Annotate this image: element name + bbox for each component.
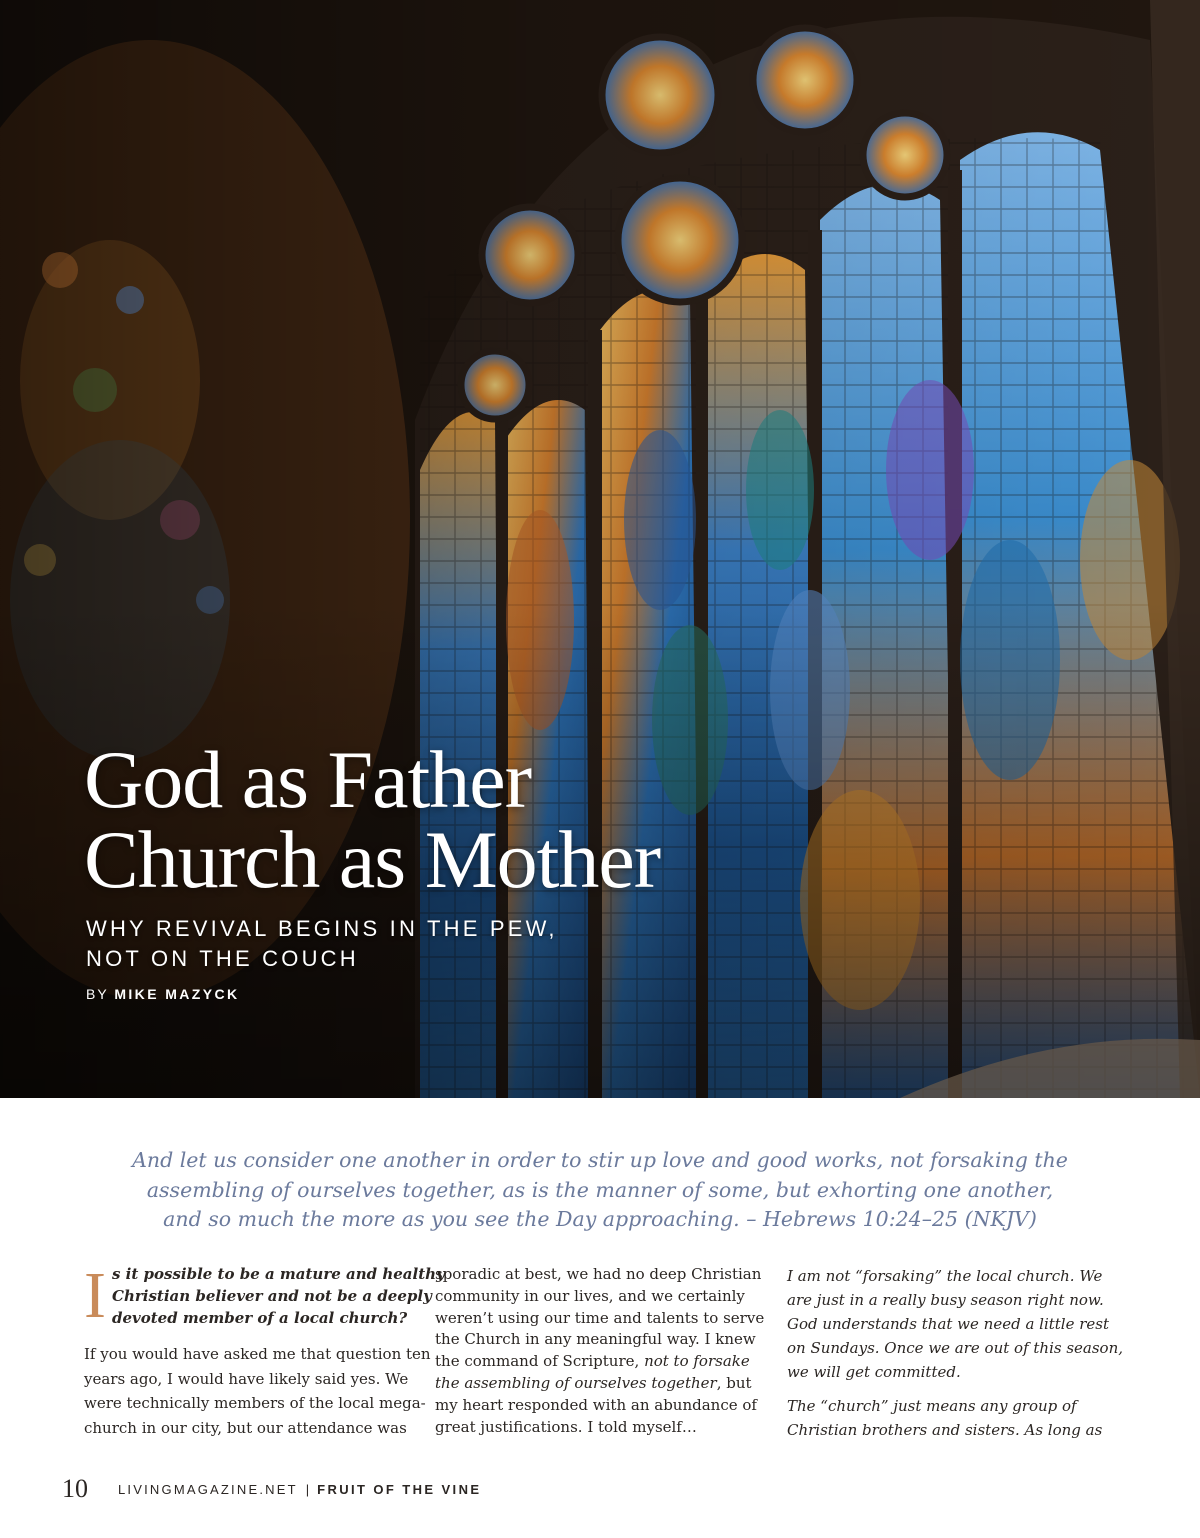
page-number: 10 [62, 1474, 88, 1503]
lead-line: devoted member of a local church? [112, 1308, 408, 1327]
body-line: church in our city, but our attendance was [84, 1418, 407, 1437]
body-line: we will get committed. [787, 1363, 961, 1381]
lead-line: Christian believer and not be a deeply [112, 1286, 432, 1305]
scripture-line: assembling of ourselves together, as is the manner of some, but exhorting one another, [146, 1177, 1054, 1202]
article-subtitle-line: WHY REVIVAL BEGINS IN THE PEW, [86, 916, 558, 941]
byline-prefix: BY [86, 986, 109, 1002]
article-subtitle-line: NOT ON THE COUCH [86, 946, 359, 971]
scripture-line: and so much the more as you see the Day approaching. – Hebrews 10:24–25 (NKJV) [163, 1207, 1037, 1231]
body-line [435, 1351, 761, 1373]
body-paragraph [84, 1342, 431, 1440]
body-line: weren’t using our time and talents to serve [435, 1308, 765, 1327]
scripture-reference-italic: the assembling of ourselves together [435, 1373, 717, 1392]
scripture-line: And let us consider one another in order to stir up love and good works, not forsaking the [132, 1148, 1068, 1172]
lead-question [84, 1259, 445, 1332]
article-title-line: God as Father [84, 734, 532, 825]
body-line: The “church” just means any group of [787, 1397, 1077, 1415]
body-text: , but [716, 1373, 752, 1392]
body-line: the Church in any meaningful way. I knew [435, 1330, 756, 1349]
article-subtitle [86, 914, 646, 974]
body-line: on Sundays. Once we are out of this season, [787, 1339, 1124, 1357]
byline [86, 986, 240, 1002]
body-line: Christian brothers and sisters. As long as [787, 1421, 1103, 1439]
article-title-line: Church as Mother [84, 814, 661, 905]
body-line [435, 1373, 761, 1395]
page-footer [62, 1474, 481, 1504]
site-url: LIVINGMAGAZINE.NET [118, 1481, 298, 1497]
body-column-2 [435, 1264, 765, 1438]
lead-line: s it possible to be a mature and healthy [112, 1265, 445, 1283]
inner-monologue-paragraph [787, 1394, 1113, 1442]
body-line: community in our lives, and we certainly [435, 1286, 745, 1305]
body-line: great justifications. I told myself… [435, 1417, 697, 1436]
article-title [84, 734, 724, 905]
body-line: are just in a really busy season right now. [787, 1291, 1104, 1309]
drop-cap: I [84, 1259, 106, 1332]
body-line: God understands that we need a little rest [787, 1315, 1110, 1333]
body-line: sporadic at best, we had no deep Christian [435, 1265, 762, 1283]
inner-monologue-paragraph [787, 1264, 1124, 1384]
body-line: were technically members of the local mega- [84, 1394, 426, 1413]
body-column-3 [787, 1264, 1124, 1442]
body-line: years ago, I would have likely said yes. We [84, 1369, 409, 1388]
section-name: FRUIT OF THE VINE [317, 1481, 482, 1497]
body-line: I am not “forsaking” the local church. We [787, 1267, 1103, 1285]
scripture-quote [110, 1146, 1090, 1235]
body-line: If you would have asked me that question ten [84, 1345, 431, 1364]
body-text: the command of Scripture, [435, 1352, 645, 1371]
scripture-reference-italic: not to forsake [644, 1352, 750, 1371]
footer-separator: | [305, 1481, 310, 1497]
author-name: MIKE MAZYCK [114, 986, 240, 1002]
body-column-1 [84, 1259, 445, 1440]
body-line: my heart responded with an abundance of [435, 1395, 757, 1414]
